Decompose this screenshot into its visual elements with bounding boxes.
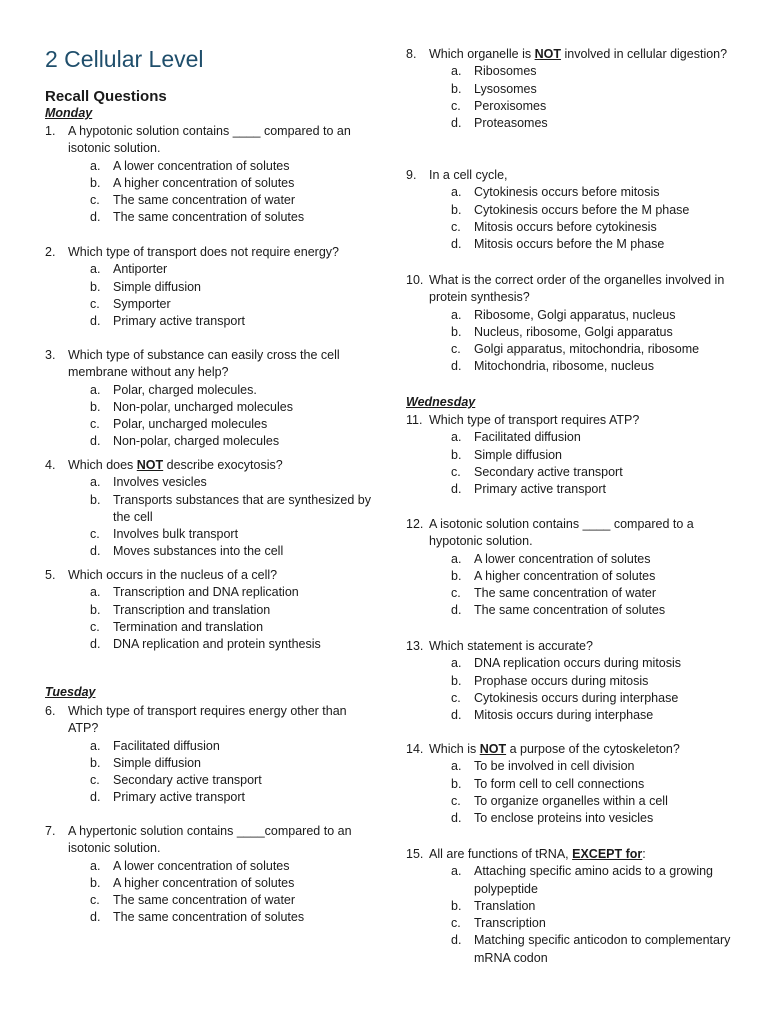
option-text: Translation bbox=[474, 898, 536, 913]
option-text: Mitochondria, ribosome, nucleus bbox=[474, 359, 654, 374]
answer-option bbox=[406, 810, 736, 827]
answer-options bbox=[45, 858, 375, 927]
option-text: Mitosis occurs before cytokinesis bbox=[474, 219, 657, 234]
answer-option bbox=[406, 585, 736, 602]
answer-options bbox=[45, 474, 375, 560]
answer-options bbox=[45, 261, 375, 330]
answer-option bbox=[45, 158, 375, 175]
answer-option bbox=[406, 863, 736, 898]
answer-option bbox=[45, 755, 375, 772]
answer-options bbox=[406, 307, 736, 376]
answer-option bbox=[45, 789, 375, 806]
option-text: Transcription bbox=[474, 916, 546, 931]
option-letter: a. bbox=[90, 262, 101, 277]
question-number: 13. bbox=[406, 639, 424, 653]
answer-option bbox=[45, 858, 375, 875]
option-text: Cytokinesis occurs before mitosis bbox=[474, 185, 660, 200]
option-letter: b. bbox=[90, 602, 101, 617]
option-letter: b. bbox=[451, 673, 462, 688]
option-letter: d. bbox=[451, 482, 462, 497]
option-letter: c. bbox=[90, 527, 100, 542]
day-heading-monday: Monday bbox=[45, 106, 93, 120]
answer-option bbox=[45, 584, 375, 601]
answer-option bbox=[406, 602, 736, 619]
option-letter: d. bbox=[90, 544, 101, 559]
option-text: Transports substances that are synthesized by the cell bbox=[113, 492, 372, 524]
option-text: The same concentration of water bbox=[113, 193, 296, 208]
answer-option bbox=[406, 793, 736, 810]
answer-options bbox=[45, 738, 375, 807]
option-text: Antiporter bbox=[113, 262, 168, 277]
option-text: Secondary active transport bbox=[113, 773, 262, 788]
question-11 bbox=[406, 412, 736, 498]
option-letter: b. bbox=[451, 898, 462, 913]
answer-option bbox=[45, 738, 375, 755]
option-text: The same concentration of solutes bbox=[113, 910, 305, 925]
option-letter: a. bbox=[90, 158, 101, 173]
question-number: 7. bbox=[45, 824, 56, 838]
option-text: A higher concentration of solutes bbox=[474, 568, 656, 583]
option-text: Peroxisomes bbox=[474, 98, 547, 113]
option-letter: c. bbox=[451, 916, 461, 931]
option-letter: a. bbox=[451, 656, 462, 671]
question-text: Which organelle is bbox=[429, 47, 535, 61]
answer-option bbox=[406, 655, 736, 672]
option-letter: a. bbox=[451, 759, 462, 774]
option-letter: a. bbox=[90, 858, 101, 873]
question-text: A hypertonic solution contains ____compared to an isotonic solution. bbox=[68, 824, 352, 856]
option-text: To form cell to cell connections bbox=[474, 776, 645, 791]
option-text: Mitosis occurs before the M phase bbox=[474, 237, 665, 252]
answer-option bbox=[406, 932, 736, 967]
option-text: Non-polar, uncharged molecules bbox=[113, 399, 293, 414]
question-1 bbox=[45, 123, 375, 227]
answer-option bbox=[406, 776, 736, 793]
answer-option bbox=[406, 236, 736, 253]
option-text: Nucleus, ribosome, Golgi apparatus bbox=[474, 324, 673, 339]
question-text: Which type of transport does not require energy? bbox=[68, 245, 339, 259]
answer-option bbox=[45, 433, 375, 450]
option-letter: a. bbox=[451, 864, 462, 879]
option-text: The same concentration of water bbox=[474, 586, 657, 601]
answer-options bbox=[406, 863, 736, 967]
question-text: In a cell cycle, bbox=[429, 168, 508, 182]
answer-option bbox=[406, 358, 736, 375]
option-text: Facilitated diffusion bbox=[474, 430, 581, 445]
question-text-rest: a purpose of the cytoskeleton? bbox=[506, 742, 680, 756]
option-letter: c. bbox=[90, 619, 100, 634]
day-heading-wednesday: Wednesday bbox=[406, 395, 476, 409]
option-letter: b. bbox=[90, 492, 101, 507]
question-text: Which does bbox=[68, 458, 137, 472]
option-letter: d. bbox=[451, 603, 462, 618]
question-number: 1. bbox=[45, 124, 56, 138]
option-text: Ribosomes bbox=[474, 64, 537, 79]
question-number: 11. bbox=[406, 413, 423, 427]
option-letter: c. bbox=[451, 793, 461, 808]
answer-option bbox=[406, 307, 736, 324]
option-letter: b. bbox=[90, 875, 101, 890]
option-letter: c. bbox=[451, 219, 461, 234]
answer-option bbox=[406, 464, 736, 481]
question-9 bbox=[406, 167, 736, 253]
option-letter: b. bbox=[451, 81, 462, 96]
option-letter: a. bbox=[90, 738, 101, 753]
question-emphasis: NOT bbox=[479, 742, 507, 756]
option-letter: d. bbox=[451, 933, 462, 948]
option-letter: d. bbox=[90, 434, 101, 449]
option-letter: b. bbox=[90, 279, 101, 294]
question-stem bbox=[45, 123, 375, 158]
question-13 bbox=[406, 638, 736, 724]
page-title: 2 Cellular Level bbox=[45, 46, 204, 72]
question-10 bbox=[406, 272, 736, 376]
answer-option bbox=[406, 81, 736, 98]
question-text-rest: : bbox=[642, 847, 646, 861]
answer-option bbox=[45, 909, 375, 926]
option-text: To enclose proteins into vesicles bbox=[474, 811, 654, 826]
option-text: Cytokinesis occurs during interphase bbox=[474, 690, 679, 705]
answer-option bbox=[45, 192, 375, 209]
option-text: Lysosomes bbox=[474, 81, 537, 96]
option-text: Proteasomes bbox=[474, 116, 548, 131]
option-text: A higher concentration of solutes bbox=[113, 175, 295, 190]
answer-option bbox=[45, 416, 375, 433]
answer-option bbox=[406, 341, 736, 358]
option-letter: d. bbox=[90, 790, 101, 805]
option-text: A lower concentration of solutes bbox=[113, 158, 290, 173]
answer-option bbox=[406, 690, 736, 707]
option-text: Involves bulk transport bbox=[113, 527, 239, 542]
option-letter: c. bbox=[451, 342, 461, 357]
option-text: The same concentration of solutes bbox=[474, 603, 666, 618]
question-text: Which type of transport requires energy other than ATP? bbox=[68, 704, 347, 736]
answer-option bbox=[45, 474, 375, 491]
answer-option bbox=[406, 219, 736, 236]
answer-options bbox=[45, 584, 375, 653]
option-text: Matching specific anticodon to complementary mRNA codon bbox=[474, 933, 731, 965]
option-letter: b. bbox=[451, 324, 462, 339]
question-text: What is the correct order of the organelles involved in protein synthesis? bbox=[429, 273, 725, 305]
answer-option bbox=[45, 296, 375, 313]
question-5 bbox=[45, 567, 375, 653]
option-letter: c. bbox=[90, 296, 100, 311]
answer-option bbox=[406, 707, 736, 724]
question-text: All are functions of tRNA, bbox=[429, 847, 573, 861]
option-letter: a. bbox=[451, 185, 462, 200]
option-letter: d. bbox=[451, 359, 462, 374]
option-text: Moves substances into the cell bbox=[113, 544, 284, 559]
answer-options bbox=[406, 758, 736, 827]
option-text: Facilitated diffusion bbox=[113, 738, 220, 753]
answer-option bbox=[45, 382, 375, 399]
answer-option bbox=[406, 898, 736, 915]
answer-option bbox=[45, 636, 375, 653]
option-text: Cytokinesis occurs before the M phase bbox=[474, 202, 690, 217]
answer-option bbox=[406, 673, 736, 690]
question-number: 12. bbox=[406, 517, 424, 531]
option-letter: a. bbox=[451, 551, 462, 566]
question-number: 6. bbox=[45, 704, 56, 718]
option-text: Ribosome, Golgi apparatus, nucleus bbox=[474, 307, 676, 322]
answer-option bbox=[406, 63, 736, 80]
option-letter: c. bbox=[90, 773, 100, 788]
question-text: Which type of substance can easily cross the cell membrane without any help? bbox=[68, 348, 340, 380]
question-text-rest: involved in cellular digestion? bbox=[561, 47, 728, 61]
question-number: 10. bbox=[406, 273, 424, 287]
question-stem bbox=[406, 638, 736, 655]
option-letter: d. bbox=[451, 811, 462, 826]
answer-option bbox=[406, 758, 736, 775]
question-8 bbox=[406, 46, 736, 132]
option-text: Simple diffusion bbox=[113, 279, 202, 294]
option-text: Golgi apparatus, mitochondria, ribosome bbox=[474, 342, 700, 357]
option-text: Simple diffusion bbox=[474, 447, 563, 462]
answer-option bbox=[406, 202, 736, 219]
option-text: To be involved in cell division bbox=[474, 759, 635, 774]
option-letter: d. bbox=[451, 116, 462, 131]
answer-option bbox=[406, 115, 736, 132]
option-text: Transcription and DNA replication bbox=[113, 585, 299, 600]
question-stem bbox=[45, 347, 375, 382]
answer-option bbox=[45, 526, 375, 543]
answer-option bbox=[45, 543, 375, 560]
option-letter: c. bbox=[451, 690, 461, 705]
option-letter: d. bbox=[451, 708, 462, 723]
answer-options bbox=[406, 655, 736, 724]
option-letter: c. bbox=[451, 586, 461, 601]
option-letter: d. bbox=[90, 637, 101, 652]
option-text: Secondary active transport bbox=[474, 464, 623, 479]
answer-option bbox=[406, 184, 736, 201]
option-text: Attaching specific amino acids to a growing polypeptide bbox=[474, 864, 714, 896]
answer-option bbox=[45, 619, 375, 636]
answer-options bbox=[406, 184, 736, 253]
option-text: Symporter bbox=[113, 296, 171, 311]
question-emphasis: NOT bbox=[136, 458, 164, 472]
option-letter: b. bbox=[451, 447, 462, 462]
option-text: Non-polar, charged molecules bbox=[113, 434, 280, 449]
option-text: DNA replication occurs during mitosis bbox=[474, 656, 682, 671]
answer-option bbox=[406, 481, 736, 498]
question-text-rest: describe exocytosis? bbox=[163, 458, 283, 472]
answer-option bbox=[406, 568, 736, 585]
question-number: 3. bbox=[45, 348, 56, 362]
question-4 bbox=[45, 457, 375, 561]
option-text: A lower concentration of solutes bbox=[113, 858, 290, 873]
option-text: Primary active transport bbox=[113, 314, 245, 329]
question-emphasis: EXCEPT for bbox=[572, 847, 643, 861]
question-number: 8. bbox=[406, 47, 417, 61]
section-heading: Recall Questions bbox=[45, 88, 167, 105]
answer-option bbox=[406, 324, 736, 341]
option-letter: d. bbox=[90, 910, 101, 925]
question-3 bbox=[45, 347, 375, 451]
option-letter: c. bbox=[90, 893, 100, 908]
question-text: Which is bbox=[429, 742, 480, 756]
answer-option bbox=[406, 429, 736, 446]
option-text: DNA replication and protein synthesis bbox=[113, 637, 321, 652]
answer-option bbox=[45, 772, 375, 789]
question-stem bbox=[45, 457, 375, 474]
question-15 bbox=[406, 846, 736, 967]
option-text: To organize organelles within a cell bbox=[474, 793, 668, 808]
question-number: 2. bbox=[45, 245, 56, 259]
option-letter: c. bbox=[451, 98, 461, 113]
answer-options bbox=[406, 63, 736, 132]
question-stem bbox=[45, 823, 375, 858]
option-letter: a. bbox=[90, 475, 101, 490]
question-stem bbox=[406, 516, 736, 551]
option-text: Polar, uncharged molecules bbox=[113, 417, 268, 432]
answer-option bbox=[45, 892, 375, 909]
option-letter: d. bbox=[90, 314, 101, 329]
question-number: 15. bbox=[406, 847, 424, 861]
question-14 bbox=[406, 741, 736, 827]
option-letter: d. bbox=[451, 237, 462, 252]
option-letter: c. bbox=[90, 417, 100, 432]
question-stem bbox=[406, 272, 736, 307]
question-number: 5. bbox=[45, 568, 56, 582]
day-heading-tuesday: Tuesday bbox=[45, 685, 96, 699]
option-letter: b. bbox=[90, 175, 101, 190]
option-text: Mitosis occurs during interphase bbox=[474, 708, 654, 723]
option-text: Involves vesicles bbox=[113, 475, 207, 490]
answer-option bbox=[45, 875, 375, 892]
answer-option bbox=[406, 98, 736, 115]
answer-option bbox=[45, 261, 375, 278]
answer-options bbox=[45, 158, 375, 227]
option-letter: a. bbox=[451, 430, 462, 445]
option-letter: d. bbox=[90, 210, 101, 225]
answer-option bbox=[45, 492, 375, 527]
question-2 bbox=[45, 244, 375, 330]
answer-option bbox=[45, 602, 375, 619]
question-text: A hypotonic solution contains ____ compared to an isotonic solution. bbox=[68, 124, 351, 156]
option-text: A lower concentration of solutes bbox=[474, 551, 651, 566]
answer-option bbox=[406, 447, 736, 464]
option-text: The same concentration of water bbox=[113, 893, 296, 908]
answer-options bbox=[406, 551, 736, 620]
answer-option bbox=[45, 279, 375, 296]
question-stem bbox=[406, 846, 736, 863]
question-stem bbox=[406, 412, 736, 429]
question-text: Which occurs in the nucleus of a cell? bbox=[68, 568, 278, 582]
question-6 bbox=[45, 703, 375, 807]
option-letter: a. bbox=[451, 64, 462, 79]
answer-option bbox=[45, 175, 375, 192]
option-text: Prophase occurs during mitosis bbox=[474, 673, 649, 688]
answer-options bbox=[406, 429, 736, 498]
option-text: The same concentration of solutes bbox=[113, 210, 305, 225]
answer-options bbox=[45, 382, 375, 451]
option-letter: a. bbox=[90, 382, 101, 397]
option-text: Polar, charged molecules. bbox=[113, 382, 257, 397]
question-stem bbox=[406, 167, 736, 184]
answer-option bbox=[406, 915, 736, 932]
question-number: 4. bbox=[45, 458, 56, 472]
question-text: Which type of transport requires ATP? bbox=[429, 413, 640, 427]
answer-option bbox=[406, 551, 736, 568]
option-letter: b. bbox=[451, 776, 462, 791]
option-text: Transcription and translation bbox=[113, 602, 271, 617]
answer-option bbox=[45, 399, 375, 416]
option-text: Simple diffusion bbox=[113, 755, 202, 770]
question-7 bbox=[45, 823, 375, 927]
option-letter: a. bbox=[90, 585, 101, 600]
option-letter: b. bbox=[451, 568, 462, 583]
option-letter: b. bbox=[90, 755, 101, 770]
question-stem bbox=[45, 244, 375, 261]
question-stem bbox=[406, 46, 736, 63]
question-stem bbox=[406, 741, 736, 758]
question-stem bbox=[45, 567, 375, 584]
option-text: A higher concentration of solutes bbox=[113, 875, 295, 890]
answer-option bbox=[45, 209, 375, 226]
option-letter: b. bbox=[90, 399, 101, 414]
question-stem bbox=[45, 703, 375, 738]
question-text: A isotonic solution contains ____ compared to a hypotonic solution. bbox=[429, 517, 694, 549]
option-letter: c. bbox=[451, 464, 461, 479]
question-emphasis: NOT bbox=[534, 47, 561, 61]
question-12 bbox=[406, 516, 736, 620]
option-letter: a. bbox=[451, 307, 462, 322]
answer-option bbox=[45, 313, 375, 330]
option-text: Termination and translation bbox=[113, 619, 264, 634]
option-text: Primary active transport bbox=[113, 790, 245, 805]
question-text: Which statement is accurate? bbox=[429, 639, 593, 653]
option-text: Primary active transport bbox=[474, 482, 606, 497]
option-letter: c. bbox=[90, 193, 100, 208]
option-letter: b. bbox=[451, 202, 462, 217]
question-number: 9. bbox=[406, 168, 417, 182]
question-number: 14. bbox=[406, 742, 424, 756]
